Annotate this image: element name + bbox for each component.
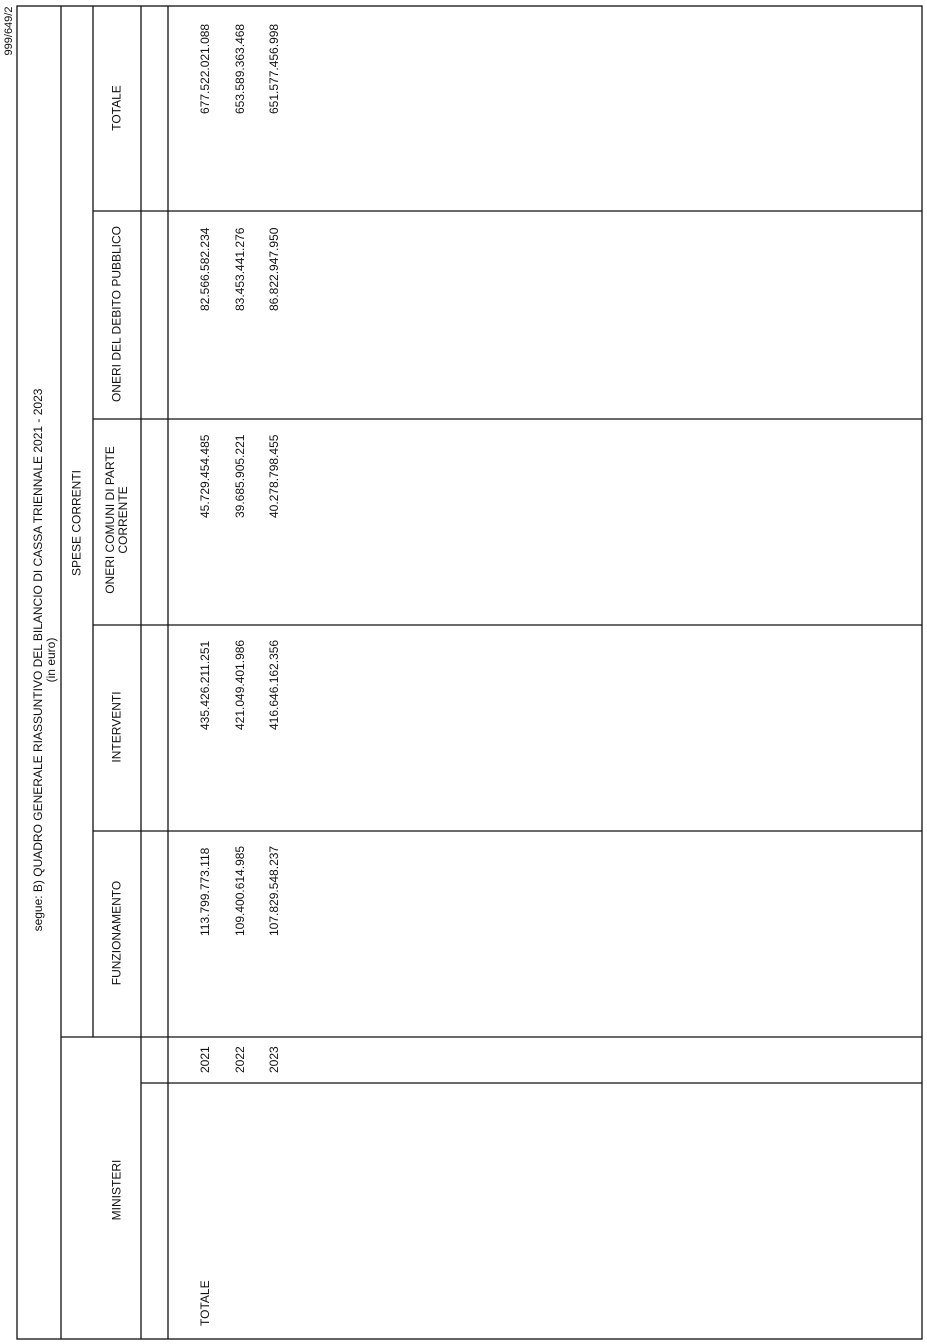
header-funzionamento: FUNZIONAMENTO xyxy=(109,880,124,986)
value-cell: 45.729.454.485 xyxy=(198,434,212,518)
header-totale: TOTALE xyxy=(109,85,124,131)
table-title: segue: B) QUADRO GENERALE RIASSUNTIVO DEL BILANCIO DI CASSA TRIENNALE 2021 - 2023 xyxy=(31,388,45,932)
header-spese-correnti: SPESE CORRENTI xyxy=(69,469,84,577)
years-cell xyxy=(177,1046,292,1073)
title-block xyxy=(32,389,58,932)
table-subtitle: (in euro) xyxy=(44,637,58,683)
value-cell: 40.278.798.455 xyxy=(267,434,281,518)
value-cell: 416.646.162.356 xyxy=(267,639,281,730)
header-oneri-debito: ONERI DEL DEBITO PUBBLICO xyxy=(109,225,124,403)
value-cell: 107.829.548.237 xyxy=(267,845,281,936)
row-label xyxy=(177,1280,223,1326)
value-cell: 86.822.947.950 xyxy=(267,227,281,311)
header-interventi: INTERVENTI xyxy=(109,691,124,763)
header-oneri-comuni-line2: CORRENTE xyxy=(116,486,130,554)
funzionamento-values xyxy=(177,846,292,936)
value-cell: 82.566.582.234 xyxy=(198,227,212,311)
value-cell: 113.799.773.118 xyxy=(198,847,212,936)
value-cell: 109.400.614.985 xyxy=(232,845,247,936)
year-2022: 2022 xyxy=(232,1046,247,1073)
value-cell: 651.577.456.998 xyxy=(267,23,281,114)
totale-values xyxy=(177,24,292,114)
year-2021: 2021 xyxy=(198,1046,212,1073)
value-cell: 653.589.363.468 xyxy=(232,23,247,114)
header-oneri-comuni xyxy=(104,446,130,594)
header-oneri-comuni-line1: ONERI COMUNI DI PARTE xyxy=(103,446,117,594)
value-cell: 83.453.441.276 xyxy=(232,227,247,311)
value-cell: 677.522.021.088 xyxy=(198,23,212,114)
value-cell: 421.049.401.986 xyxy=(232,639,247,730)
value-cell: 435.426.211.251 xyxy=(198,640,212,730)
interventi-values xyxy=(177,640,292,730)
header-ministeri: MINISTERI xyxy=(109,1159,124,1221)
year-2023: 2023 xyxy=(267,1046,281,1073)
page-code-text: 999/649/2 xyxy=(3,6,15,56)
value-cell: 39.685.905.221 xyxy=(232,434,247,518)
oneri-debito-values xyxy=(177,228,292,311)
row-label-text: TOTALE xyxy=(198,1280,212,1326)
oneri-comuni-values xyxy=(177,435,292,518)
